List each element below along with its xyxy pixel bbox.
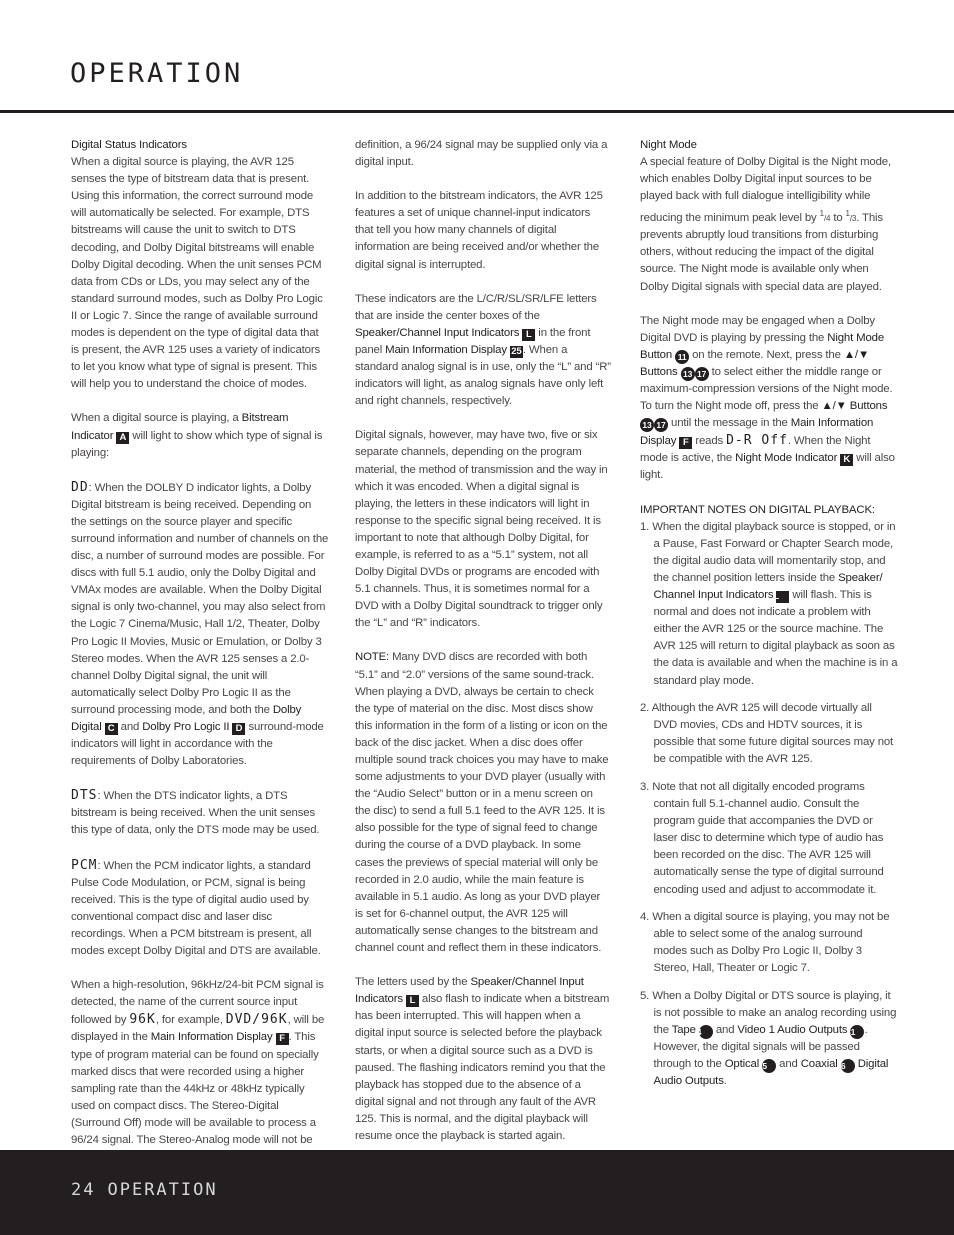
body-text: . When a standard analog signal is in use, only the “L” and “R” indicators will light, as analog signals have only left and right channels, respectively. — [355, 343, 611, 408]
paragraph — [71, 479, 329, 771]
body-text: Digital signals, however, may have two, five or six separate channels, depending on the program material, the method of transmission and the way in which it was encoded. When a digital signal is playing, the letters in these indicators will light in response to the specific signal being received. It is important to note that although Dolby Digital, for example, is referred to as a “5.1” system, not all Dolby Digital DVDs or programs are encoded with 5.1 channels. Thus, it is sometimes normal for a DVD with a Dolby Digital soundtrack to trigger only the “L” and “R” indicators. — [355, 429, 608, 630]
list-item — [640, 700, 898, 768]
paragraph — [640, 154, 898, 296]
body-text: in the front panel — [355, 326, 591, 356]
body-text: to — [830, 212, 846, 225]
body-text: will flash. This is normal and does not indicate a problem with either the AVR 125 or the source machine. The AVR 125 will return to digital playback as soon as the data is available and when the machine is in a standard play mode. — [653, 589, 898, 687]
body-text: The letters used by the — [355, 976, 471, 989]
control-ref: Dolby Pro Logic II — [142, 721, 230, 733]
notes-list — [640, 519, 898, 1091]
body-text: : When the PCM indicator lights, a standard Pulse Code Modulation, or PCM, signal is being received. This is the type of digital audio used by conventional compact disc and laser disc recordings. When a PCM bitstream is present, all modes except Dolby Digital and DTS are available. — [71, 859, 321, 958]
control-ref: Buttons — [640, 365, 678, 378]
display-readout: 96K — [129, 1012, 156, 1028]
fraction-numerator: 1 — [819, 209, 824, 219]
page-number: 24 — [71, 1180, 96, 1200]
dts-indicator-label: DTS — [71, 788, 98, 804]
control-ref: Tape — [671, 1024, 696, 1037]
display-readout: DVD/96K — [225, 1012, 288, 1028]
footer-label — [71, 1180, 230, 1200]
control-ref: Buttons — [849, 400, 888, 413]
body-text: . This prevents abruptly loud transitions from disturbing others, without reducing the impact of the digital source. The Night mode is available only when Dolby Digital signals with special data are played. — [640, 212, 883, 293]
callout-number-badge: 11 — [675, 350, 689, 364]
callout-number-badge: 13 — [681, 367, 695, 381]
up-down-arrows-icon: ▲/▼ — [843, 348, 870, 361]
control-ref: Night Mode Button — [640, 331, 884, 361]
callout-number-badge: 25 — [511, 345, 522, 357]
control-ref: Main Information Display — [385, 343, 507, 356]
body-text: Many DVD discs are recorded with both “5.1” and “2.0” versions of the same sound-track. When playing a DVD, always be certain to check the type of material on the disc. Most discs show this information in the form of a listing or icon on the back of the disc jacket. When a disc does offer multiple sound track choices you may have to make some adjustments to your DVD player (usually with the “Audio Select” button or in a menu screen on the disc) to send a full 5.1 feed to the AVR 125. It is also possible for the type of signal feed to change during the course of a DVD playback. In some cases the previews of special material will only be recorded in 2.0 audio, while the main feature is available in 5.1 audio. As long as your DVD player is set for 6-channel output, the AVR 125 will automatically sense changes to the bitstream and channel count and reflect them in these indicators. — [355, 651, 609, 955]
control-ref: Dolby Digital — [71, 703, 302, 733]
body-text: definition, a 96/24 signal may be supplied only via a digital input. — [355, 139, 608, 169]
paragraph — [355, 137, 611, 171]
callout-letter-badge: D — [232, 723, 245, 735]
body-text: . When the Night mode is active, the — [640, 435, 871, 465]
body-text: surround-mode indicators will light in accordance with the requirements of Dolby Laboratories. — [71, 721, 324, 768]
page-footer — [0, 1150, 954, 1235]
control-ref: Main Information Display — [640, 417, 874, 448]
callout-number-badge: 16 — [841, 1059, 855, 1073]
callout-number-badge: 15 — [762, 1059, 776, 1073]
paragraph — [355, 291, 611, 411]
paragraph — [71, 977, 329, 1166]
list-item — [640, 909, 898, 977]
body-text: and — [776, 1058, 801, 1071]
list-item — [640, 779, 898, 899]
paragraph — [71, 410, 329, 461]
body-text: . However, the digital signals will be passed through to the — [653, 1024, 868, 1071]
paragraph — [640, 313, 898, 485]
body-text: When a digital source is playing, a — [71, 412, 242, 425]
note-label: NOTE: — [355, 651, 390, 664]
body-text: When a digital source is playing, the AVR 125 senses the type of bitstream data that is present. Using this information, the correct surround mode will automatically be selected. For example, DTS bitstreams will cause the unit to switch to DTS decoding, and Dolby Digital bitstreams will enable Dolby Digital decoding. When the unit senses PCM data from CDs or LDs, you may select any of the standard surround modes, such as Dolby Pro Logic II or Logic 7. Since the range of available surround modes is dependent on the type of digital data that is present, the AVR 125 uses a variety of indicators to let you know what type of signal is present. This will help you to understand the choice of modes. — [71, 156, 323, 391]
body-text: 5. When a Dolby Digital or DTS source is playing, it is not possible to make an analog recording using the — [640, 990, 897, 1037]
body-text: 4. When a digital source is playing, you may not be able to select some of the analog surround modes such as Dolby Pro Logic II, Dolby 3 Stereo, Hall, Theater or Logic 7. — [640, 911, 890, 975]
body-text: on the remote. Next, press the — [689, 348, 844, 361]
control-ref: Bitstream Indicator — [71, 412, 289, 442]
section-heading-notes: IMPORTANT NOTES ON DIGITAL PLAYBACK: — [640, 503, 875, 516]
body-text: A special feature of Dolby Digital is the Night mode, which enables Dolby Digital input sources to be played back with full dialogue intelligibility while reducing the minimum peak level by — [640, 156, 892, 225]
callout-letter-badge: L — [406, 995, 419, 1007]
paragraph — [71, 787, 329, 839]
header-rule — [0, 110, 954, 113]
callout-letter-badge: L — [776, 591, 789, 603]
callout-number-badge: 17 — [654, 418, 668, 432]
paragraph — [71, 154, 329, 393]
footer-section-title: OPERATION — [107, 1180, 218, 1200]
page-title: OPERATION — [70, 58, 244, 89]
display-readout: D-R Off — [726, 433, 788, 449]
body-text: These indicators are the L/C/R/SL/SR/LFE letters that are inside the center boxes of the — [355, 292, 597, 322]
section-heading-digital-status: Digital Status Indicators — [71, 139, 187, 151]
dolby-digital-indicator-label: DD — [71, 479, 89, 495]
callout-letter-badge: K — [840, 454, 853, 466]
control-ref: Optical — [724, 1058, 760, 1071]
body-text: will also light. — [640, 452, 895, 482]
body-text: In addition to the bitstream indicators, the AVR 125 features a set of unique channel-input indicators that tell you how many channels of digital information are being received and/or whether the digital signal is interrupted. — [355, 190, 603, 271]
fraction-denominator: /3 — [849, 214, 857, 224]
body-text: , will be displayed in the — [71, 1014, 325, 1044]
body-text: to select either the middle range or maximum-compression versions of the Night mode. To turn the Night mode off, press the — [640, 365, 893, 413]
column-1 — [71, 137, 329, 1166]
column-2 — [355, 137, 611, 1145]
column-3 — [640, 137, 898, 1101]
fraction-numerator: 1 — [845, 209, 850, 219]
section-heading-night-mode: Night Mode — [640, 139, 697, 151]
fraction-denominator: /4 — [823, 214, 831, 224]
body-text: and — [117, 721, 143, 733]
paragraph — [355, 974, 611, 1145]
control-ref: Speaker/Channel Input Indicators — [355, 326, 520, 339]
body-text: 1. When the digital playback source is stopped, or in a Pause, Fast Forward or Chapter Search mode, the digital audio data will momentarily stop, and the channel position letters inside the — [640, 520, 896, 584]
callout-letter-badge: F — [276, 1033, 289, 1045]
control-ref: Speaker/Channel Input Indicators — [355, 976, 584, 1006]
body-text: reads — [692, 435, 727, 448]
body-text: : When the DTS indicator lights, a DTS bitstream is being received. When the unit senses this type of data, only the DTS mode may be used. — [71, 790, 320, 837]
body-text: 2. Although the AVR 125 will decode virtually all DVD movies, CDs and HDTV sources, it is possible that some future digital sources may not be compatible with the AVR 125. — [640, 702, 894, 766]
body-text: and — [712, 1024, 738, 1037]
callout-number-badge: 13 — [640, 418, 654, 432]
control-ref: Night Mode Indicator — [735, 452, 838, 465]
body-text: 3. Note that not all digitally encoded programs contain full 5.1-channel audio. Consult the program guide that accompanies the DVD or laser disc to determine which type of audio has been recorded on the disc. The AVR 125 will automatically sense the type of digital surround encoding used and adjust to accommodate it. — [640, 780, 884, 896]
callout-number-badge: 17 — [695, 367, 709, 381]
body-text: When a high-resolution, 96kHz/24-bit PCM signal is detected, the name of the current source input followed by — [71, 979, 324, 1027]
control-ref: Video 1 Audio Outputs — [737, 1024, 848, 1037]
body-text: : When the DOLBY D indicator lights, a Dolby Digital bitstream is being received. Depending on the settings on the source player and specific surround information and number of channels on the disc, a number of surround modes are possible. For discs with full 5.1 audio, only the Dolby Digital and VMAx modes are available. When the Dolby Digital signal is only two-channel, you may also select from the Logic 7 Cinema/Music, Hall 1/2, Theater, Dolby Pro Logic II Movies, Music or Emulation, or Dolby 3 Stereo modes. When the AVR 125 senses a 2.0-channel Dolby Digital signal, the unit will automatically select Dolby Pro Logic II as the surround processing mode, and both the — [71, 481, 329, 716]
list-item — [640, 988, 898, 1091]
callout-number-badge: 4 — [699, 1025, 713, 1039]
control-ref: Coaxial — [800, 1058, 838, 1071]
body-text: also flash to indicate when a bitstream has been interrupted. This will happen when a digital input source is selected before the playback starts, or when a digital source such as a DVD is paused. The flashing indicators remind you that the playback has stopped due to the absence of a digital signal and not through any fault of the AVR 125. This is normal, and the digital playback will resume once the playback is started again. — [355, 993, 610, 1142]
paragraph — [355, 427, 611, 632]
control-ref: Digital Audio Outputs — [653, 1058, 889, 1088]
up-down-arrows-icon: ▲/▼ — [821, 400, 847, 413]
paragraph — [355, 188, 611, 273]
callout-letter-badge: L — [522, 329, 535, 341]
paragraph — [355, 649, 611, 957]
body-text: will light to show which type of signal is playing: — [71, 429, 323, 459]
callout-letter-badge: F — [679, 437, 692, 449]
body-text: until the message in the — [668, 417, 791, 430]
control-ref: Speaker/ Channel Input Indicators — [653, 571, 883, 602]
body-text: . This type of program material can be found on specially marked discs that were recorded using a higher sampling rate than the 44kHz or 48kHz typically used on compact discs. The Stereo-Digital (Surround Off) mode will be available to process a 96/24 signal. The Stereo-Analog mode will not be — [71, 1031, 319, 1146]
callout-letter-badge: C — [105, 723, 118, 735]
list-item — [640, 519, 898, 690]
body-text: , for example, — [155, 1014, 226, 1027]
control-ref: Main Information Display — [150, 1031, 273, 1044]
paragraph — [71, 857, 329, 961]
body-text: The Night mode may be engaged when a Dolby Digital DVD is playing by pressing the — [640, 314, 875, 344]
body-text: . — [723, 1075, 727, 1088]
callout-letter-badge: A — [116, 432, 129, 444]
callout-number-badge: 31 — [850, 1025, 864, 1039]
pcm-indicator-label: PCM — [71, 857, 98, 873]
